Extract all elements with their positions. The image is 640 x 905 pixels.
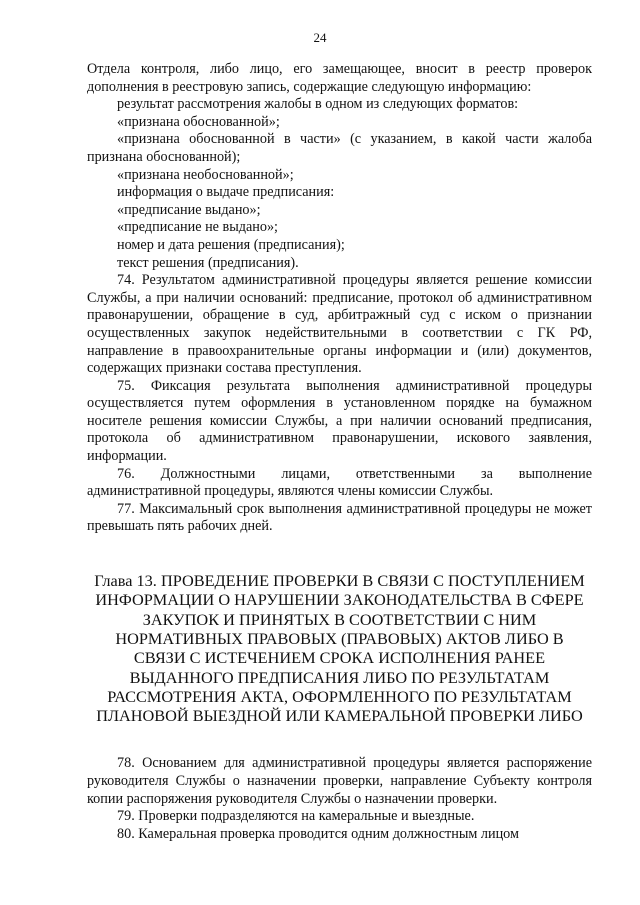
paragraph: «предписание выдано»; — [117, 201, 261, 218]
paragraph: 74. Результатом административной процедуры является решение комиссии Службы, а при наличии оснований: предписание, протокол об административном правонарушении, обращение в суд, арбитражный суд с иском о признании осуществленных закупок недействительными в соответствии с ГК РФ, направление в правоохранительные органы информации и (или) документов, содержащих признаки состава преступления. — [87, 272, 592, 377]
paragraph: «предписание не выдано»; — [117, 219, 278, 236]
paragraph: результат рассмотрения жалобы в одном из следующих форматов: — [117, 96, 519, 113]
paragraph: 79. Проверки подразделяются на камеральные и выездные. — [117, 808, 475, 825]
paragraph: номер и дата решения (предписания); — [117, 236, 345, 253]
paragraph: «признана обоснованной»; — [117, 113, 280, 130]
paragraphs-after — [87, 755, 592, 843]
paragraph: 78. Основанием для административной процедуры является распоряжение руководителя Службы о назначении проверки, направление Субъекту контроля копии распоряжения руководителя Службы о назначении проверки. — [87, 755, 592, 807]
chapter-heading: Глава 13. ПРОВЕДЕНИЕ ПРОВЕРКИ В СВЯЗИ С ПОСТУПЛЕНИЕМ ИНФОРМАЦИИ О НАРУШЕНИИ ЗАКОНОДАТЕЛЬСТВА В СФЕРЕ ЗАКУПОК И ПРИНЯТЫХ В СООТВЕТСТВИИ С НИМ НОРМАТИВНЫХ ПРАВОВЫХ (ПРАВОВЫХ) АКТОВ ЛИБО В СВЯЗИ С ИСТЕЧЕНИЕМ СРОКА ИСПОЛНЕНИЯ РАНЕЕ ВЫДАННОГО ПРЕДПИСАНИЯ ЛИБО ПО РЕЗУЛЬТАТАМ РАССМОТРЕНИЯ АКТА, ОФОРМЛЕННОГО ПО РЕЗУЛЬТАТАМ ПЛАНОВОЙ ВЫЕЗДНОЙ ИЛИ КАМЕРАЛЬНОЙ ПРОВЕРКИ ЛИБО — [94, 571, 585, 726]
document-body — [87, 61, 592, 843]
paragraph: информация о выдаче предписания: — [117, 184, 335, 201]
paragraph: текст решения (предписания). — [117, 254, 299, 271]
paragraph: Отдела контроля, либо лицо, его замещающее, вносит в реестр проверок дополнения в реестровую запись, содержащие следующую информацию: — [87, 61, 592, 95]
paragraph: 80. Камеральная проверка проводится одним должностным лицом — [117, 825, 519, 842]
paragraph: 77. Максимальный срок выполнения административной процедуры не может превышать пять рабочих дней. — [87, 500, 592, 535]
paragraphs-before — [87, 61, 592, 536]
paragraph: «признана обоснованной в части» (с указанием, в какой части жалоба признана обоснованной); — [87, 131, 592, 165]
paragraph: 76. Должностными лицами, ответственными за выполнение административной процедуры, являются члены комиссии Службы. — [87, 465, 592, 500]
paragraph: 75. Фиксация результата выполнения административной процедуры осуществляется путем оформления в установленном порядке на бумажном носителе решения комиссии Службы, а при наличии оснований предписания, протокола об административном правонарушении, искового заявления, информации. — [87, 377, 592, 465]
page-number: 24 — [313, 30, 327, 45]
paragraph: «признана необоснованной»; — [117, 166, 294, 183]
